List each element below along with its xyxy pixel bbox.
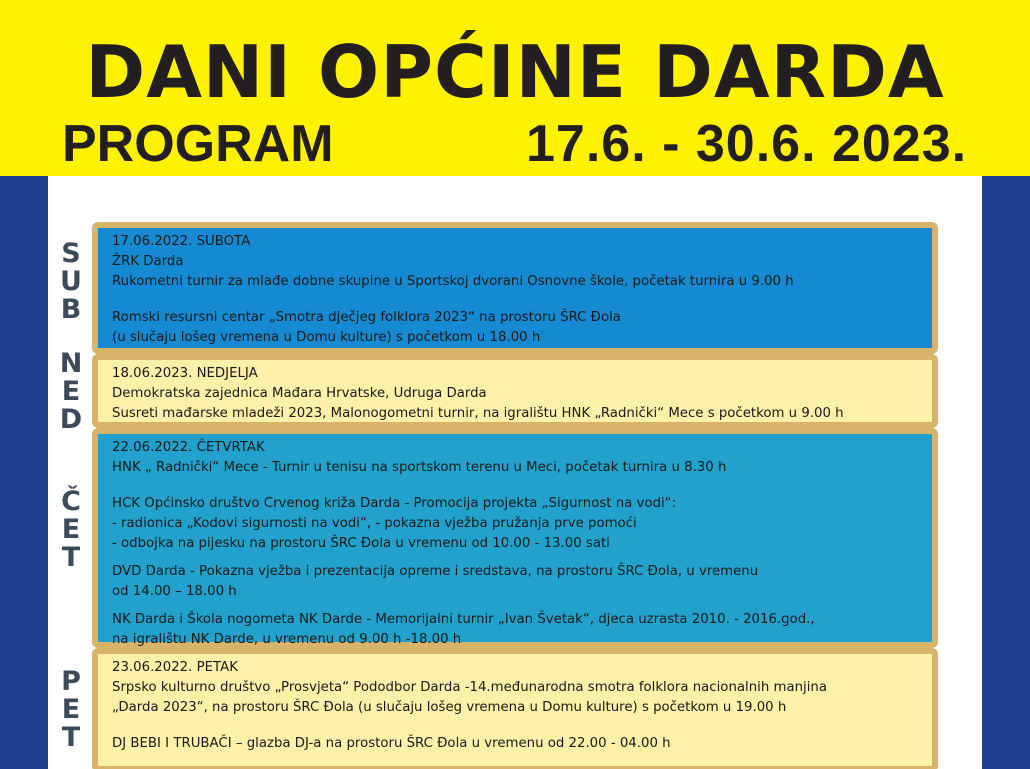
day-heading: 17.06.2022. SUBOTA <box>112 234 251 249</box>
event-line: Srpsko kulturno društvo „Prosvjeta“ Pododbor Darda -14.međunarodna smotra folklora nacionalnih manjina <box>112 680 827 695</box>
right-side-bar <box>982 176 1030 769</box>
date-range: 17.6. - 30.6. 2023. <box>526 115 968 173</box>
event-line: - radionica „Kodovi sigurnosti na vodi“, - pokazna vježba pružanja prve pomoći <box>112 516 637 531</box>
day-letter: B <box>60 294 82 325</box>
day-heading: 18.06.2023. NEDJELJA <box>112 366 258 381</box>
spacer <box>112 602 918 610</box>
left-side-bar <box>0 176 48 769</box>
event-line: Romski resursni centar „Smotra dječjeg folklora 2023“ na prostoru ŠRC Đola <box>112 310 621 325</box>
day-letter: N <box>59 348 83 379</box>
day-box-saturday <box>92 222 938 354</box>
event-line: DVD Darda - Pokazna vježba i prezentacija opreme i sredstava, na prostoru ŠRC Đola, u vremenu <box>112 564 759 579</box>
day-heading: 23.06.2022. PETAK <box>112 660 238 675</box>
day-letter: S <box>61 238 81 269</box>
event-line: HCK Općinsko društvo Crvenog križa Darda - Promocija projekta „Sigurnost na vodi“: <box>112 496 677 511</box>
day-label-sub <box>54 240 88 324</box>
day-letter: Č <box>61 486 81 517</box>
spacer <box>112 554 918 562</box>
day-label-cet <box>54 488 88 572</box>
event-line: Demokratska zajednica Mađara Hrvatske, Udruga Darda <box>112 386 487 401</box>
event-line: NK Darda i Škola nogometa NK Darde - Memorijalni turnir „Ivan Švetak“, djeca uzrasta 2010. - 2016.god., <box>112 612 815 627</box>
event-line: ŽRK Darda <box>112 254 184 269</box>
spacer <box>112 292 918 308</box>
day-letter: T <box>61 542 81 573</box>
spacer <box>112 478 918 494</box>
event-line: Rukometni turnir za mlađe dobne skupine u Sportskoj dvorani Osnovne škole, početak turnira u 9.00 h <box>112 274 794 289</box>
event-line: - odbojka na pijesku na prostoru ŠRC Đola u vremenu od 10.00 - 13.00 sati <box>112 536 610 551</box>
day-box-thursday <box>92 428 938 648</box>
day-letter: T <box>61 722 81 753</box>
day-letter: U <box>60 266 82 297</box>
day-letter: E <box>61 694 81 725</box>
program-label: PROGRAM <box>62 115 334 173</box>
event-line: na igralištu NK Darde, u vremenu od 9.00 h -18.00 h <box>112 632 462 647</box>
day-letter: E <box>61 514 81 545</box>
day-label-ned <box>54 350 88 434</box>
day-label-pet <box>54 668 88 752</box>
day-heading: 22.06.2022. ČETVRTAK <box>112 440 265 455</box>
day-box-friday <box>92 648 938 769</box>
day-letter: E <box>61 376 81 407</box>
event-line: DJ BEBI I TRUBAČI – glazba DJ-a na prostoru ŠRC Đola u vremenu od 22.00 - 04.00 h <box>112 736 671 751</box>
day-letter: D <box>59 404 83 435</box>
spacer <box>112 718 918 734</box>
event-line: od 14.00 – 18.00 h <box>112 584 237 599</box>
event-line: „Darda 2023“, na prostoru ŠRC Đola (u slučaju lošeg vremena u Domu kulture) s početkom u 19.00 h <box>112 700 787 715</box>
event-line: Susreti mađarske mladeži 2023, Malonogometni turnir, na igralištu HNK „Radnički“ Mece s početkom u 9.00 h <box>112 406 844 421</box>
event-line: HNK „ Radnički“ Mece - Turnir u tenisu na sportskom terenu u Meci, početak turnira u 8.30 h <box>112 460 727 475</box>
header-banner <box>0 0 1030 176</box>
day-letter: P <box>61 666 81 697</box>
event-line: (u slučaju lošeg vremena u Domu kulture) s početkom u 18.00 h <box>112 330 541 345</box>
page-title: DANI OPĆINE DARDA <box>85 30 945 114</box>
day-box-sunday <box>92 354 938 428</box>
